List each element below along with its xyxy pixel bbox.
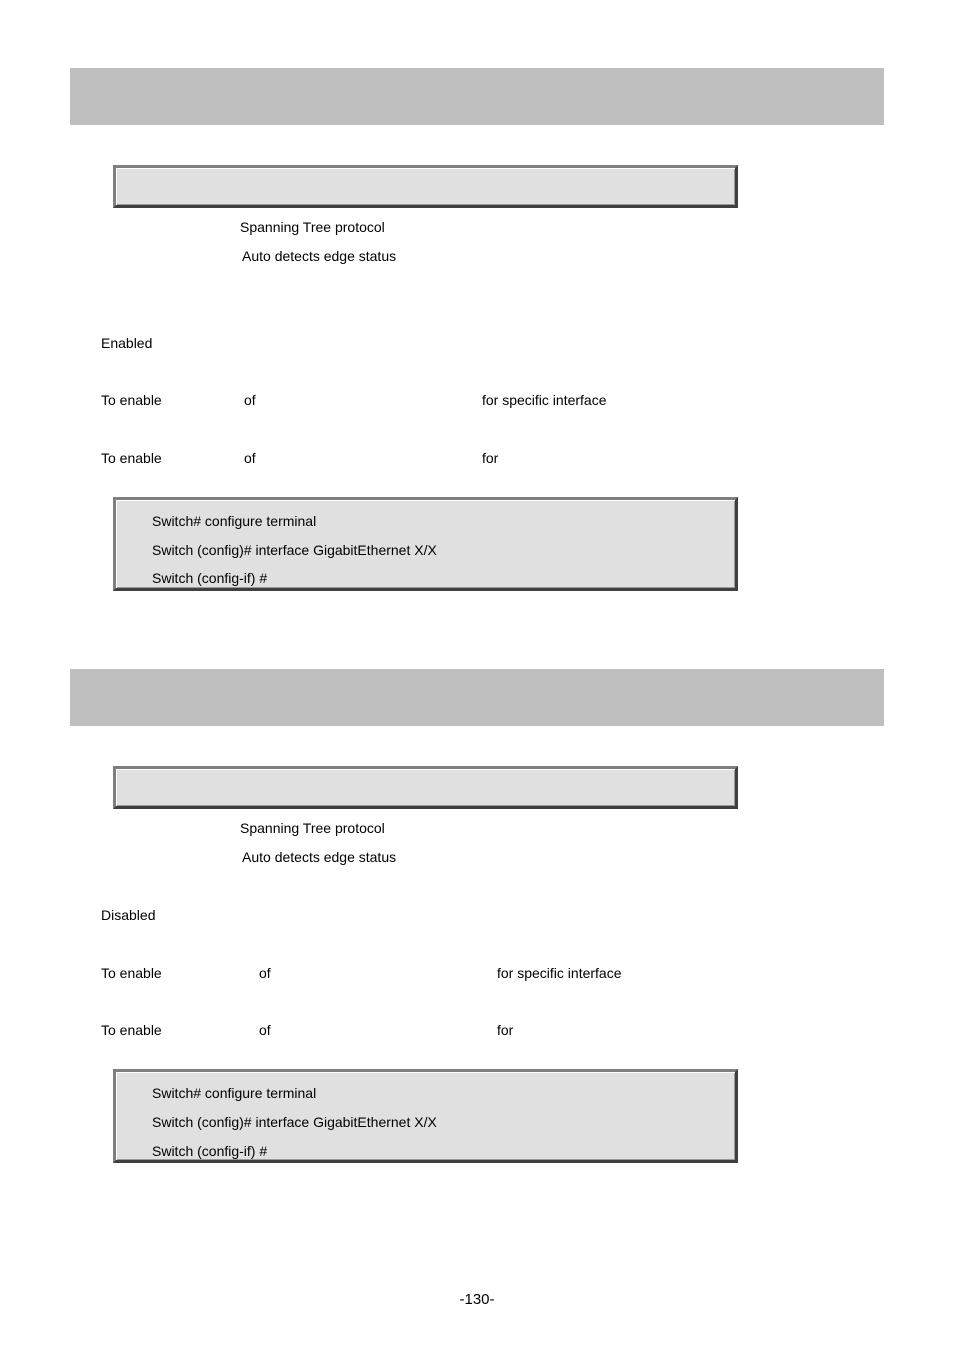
section-2-default-value: Disabled [101, 907, 156, 923]
section-1-usage-2-col2: of [244, 450, 256, 466]
section-2-usage-1-col3: for specific interface [497, 965, 622, 981]
code-line: Switch (config-if) # [152, 1143, 268, 1159]
section-1-description-line-1: Spanning Tree protocol [240, 219, 385, 235]
section-1-usage-1-col1: To enable [101, 392, 162, 408]
section-2-usage-2-col2: of [259, 1022, 271, 1038]
section-1-usage-1-col2: of [244, 392, 256, 408]
section-2-code-example [113, 1069, 738, 1163]
code-line: Switch# configure terminal [152, 1085, 317, 1101]
section-1-header-banner [70, 68, 884, 125]
code-line: Switch (config)# interface GigabitEthernet X/X [152, 542, 437, 558]
section-2-description-line-2: Auto detects edge status [242, 849, 397, 865]
code-line: Switch (config)# interface GigabitEthernet X/X [152, 1114, 437, 1130]
code-line: Switch# configure terminal [152, 513, 317, 529]
section-1-usage-2-col1: To enable [101, 450, 162, 466]
section-1-code-example [113, 497, 738, 591]
section-2-usage-2-col1: To enable [101, 1022, 162, 1038]
section-1-usage-2-col3: for [482, 450, 499, 466]
section-1-usage-1-col3: for specific interface [482, 392, 607, 408]
section-2-header-banner [70, 669, 884, 726]
page-number: -130- [459, 1291, 495, 1308]
section-2-usage-1-col1: To enable [101, 965, 162, 981]
section-2-description-line-1: Spanning Tree protocol [240, 820, 385, 836]
section-1-default-value: Enabled [101, 335, 153, 351]
code-line: Switch (config-if) # [152, 570, 268, 586]
section-2-command-box [113, 766, 738, 809]
section-1-command-box [113, 165, 738, 208]
section-1-description-line-2: Auto detects edge status [242, 248, 397, 264]
section-2-usage-2-col3: for [497, 1022, 514, 1038]
section-2-usage-1-col2: of [259, 965, 271, 981]
